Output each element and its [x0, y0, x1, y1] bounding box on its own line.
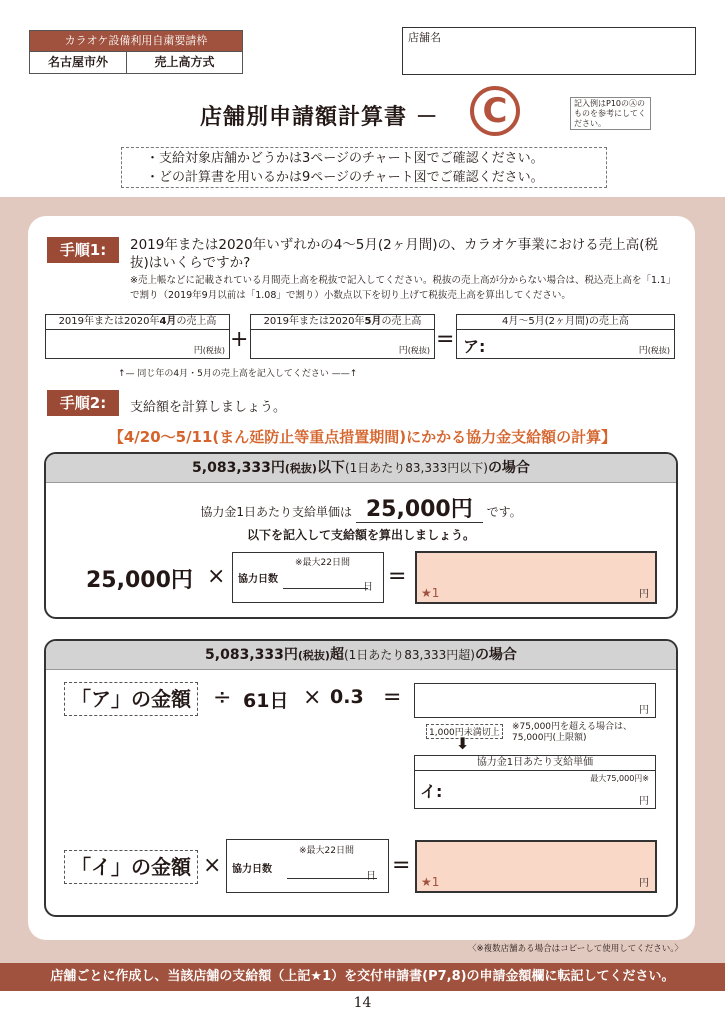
panel1-header	[46, 454, 676, 483]
unit-price-line	[46, 492, 676, 523]
subsidy-result-field[interactable]	[415, 551, 657, 604]
header-text: (税抜)	[284, 462, 317, 475]
header-text: 以下	[316, 460, 345, 476]
times-sign: ×	[207, 564, 226, 589]
area-cell: 名古屋市外	[29, 51, 127, 74]
header-text: (1日あたり83,333円以下)	[344, 461, 488, 475]
i-label: イ:	[420, 782, 443, 801]
header-text: (1日あたり83,333円超)	[343, 648, 475, 662]
days-underline	[287, 878, 377, 879]
bullet-line: ・支給対象店舗かどうかは3ページのチャート図でご確認ください。	[146, 151, 544, 166]
header-text: 2019年または2020年	[263, 316, 365, 327]
header-text: の場合	[474, 647, 517, 663]
yen-unit: 円(税抜)	[638, 346, 670, 356]
yen-unit: 円	[639, 878, 649, 889]
unit-price-text: です。	[486, 505, 522, 519]
yen-unit: 円(税抜)	[398, 346, 430, 356]
example-reference-note: 記入例はP10のⒶのものを参考にしてください。	[570, 97, 651, 130]
may-sales-field[interactable]	[250, 314, 435, 359]
days-61: 61日	[243, 690, 289, 712]
days-label: 協力日数	[238, 574, 278, 585]
max-days-note: ※最大22日間	[295, 558, 350, 568]
equals-sign: =	[388, 564, 407, 589]
yen-unit: 円(税抜)	[193, 346, 225, 356]
daily-calc-field[interactable]	[414, 683, 656, 718]
page-number: 14	[353, 995, 372, 1011]
page-title: 店舗別申請額計算書 －	[200, 105, 439, 130]
max-unit-note: 最大75,000円※	[590, 774, 649, 783]
subsidy-result-field-2[interactable]	[415, 840, 657, 893]
total-sales-field[interactable]	[456, 314, 675, 359]
instruction-bullets	[121, 147, 607, 188]
times-sign: ×	[203, 853, 222, 878]
step1-note: ※売上帳などに記載されている月間売上高を税抜で記入してください。税抜の売上高が分からない場合は、税込売上高を「1.1」で割り（2019年9月以前は「1.08」で割り）小数点以下を切り上げて税抜売上高を算出してください。	[130, 275, 671, 301]
calculation-heading: 【4/20～5/11(まん延防止等重点措置期間)にかかる協力金支給額の計算】	[108, 428, 617, 446]
header-text: の売上高	[381, 316, 422, 327]
copy-note: 〈※複数店舗ある場合はコピーして使用してください。〉	[467, 944, 683, 954]
april-sales-header	[46, 315, 229, 330]
a-amount-label: 「ア」の金額	[64, 682, 198, 716]
i-amount-label: 「イ」の金額	[64, 850, 198, 884]
days-label: 協力日数	[232, 864, 272, 875]
unit-amount: 25,000円	[86, 568, 193, 593]
arrow-down-icon: ⬇	[456, 734, 470, 753]
unit-price-head: 協力金1日あたり支給単価	[415, 756, 655, 771]
program-tag: カラオケ設備利用自粛要請枠	[29, 30, 243, 52]
panel2-header	[46, 641, 676, 670]
max-days-note: ※最大22日間	[299, 846, 354, 856]
cooperation-days-field-2[interactable]	[226, 839, 389, 893]
header-text: (税抜)	[297, 649, 330, 662]
step1-question: 2019年または2020年いずれかの4～5月(2ヶ月間)の、カラオケ事業における売上高(税抜)はいくらですか?	[130, 237, 658, 271]
day-unit: 日	[366, 871, 376, 882]
cap-note: ※75,000円を超える場合は、75,000円(上限額)	[512, 722, 633, 743]
total-sales-header: 4月～5月(2ヶ月間)の売上高	[457, 315, 674, 330]
plus-sign: +	[230, 327, 249, 352]
unit-price-i-field[interactable]	[414, 755, 656, 809]
equals-sign: =	[436, 327, 455, 352]
star1-label: ★1	[421, 586, 440, 600]
month-text: 4月	[159, 316, 177, 327]
round-up-note: 1,000円未満切上	[426, 724, 503, 739]
factor: 0.3	[330, 686, 364, 708]
may-sales-header	[251, 315, 434, 330]
header-text: 5,083,333円	[192, 460, 285, 476]
unit-price-text: 協力金1日あたり支給単価は	[200, 505, 353, 519]
form-c-badge: C	[470, 86, 520, 136]
arrow-up-icon: ——↑	[331, 369, 358, 379]
unit-price-amount: 25,000円	[356, 497, 483, 523]
same-year-note-text: 同じ年の4月・5月の売上高を記入してください	[137, 369, 329, 379]
times-sign: ×	[303, 685, 322, 710]
yen-unit: 円	[639, 705, 649, 716]
yen-unit: 円	[639, 589, 649, 600]
header-text: 超	[329, 647, 344, 663]
step2-text: 支給額を計算しましょう。	[130, 400, 287, 415]
day-unit: 日	[363, 582, 373, 593]
same-year-note	[118, 366, 357, 379]
bullet-line: ・どの計算書を用いるかは9ページのチャート図でご確認ください。	[146, 170, 544, 185]
cooperation-days-field[interactable]	[232, 552, 384, 603]
footer-instruction: 店舗ごとに作成し、当該店舗の支給額（上記★1）を交付申請書(P7,8)の申請金額欄に転記してください。	[0, 963, 725, 991]
step1-label: 手順1:	[47, 237, 119, 263]
equals-sign: =	[392, 853, 411, 878]
header-text: の売上高	[176, 316, 217, 327]
step2-label: 手順2:	[47, 390, 119, 416]
arrow-up-icon: ↑—	[118, 369, 135, 379]
star1-label: ★1	[421, 875, 440, 889]
store-name-field[interactable]	[402, 27, 696, 75]
header-text: の場合	[487, 460, 530, 476]
header-text: 2019年または2020年	[58, 316, 160, 327]
store-name-label: 店舗名	[408, 31, 441, 44]
instruction-text: 以下を記入して支給額を算出しましょう。	[246, 528, 475, 542]
a-label: ア:	[463, 337, 486, 356]
days-underline	[283, 588, 368, 589]
april-sales-field[interactable]	[45, 314, 230, 359]
yen-unit: 円	[639, 796, 649, 807]
method-cell: 売上高方式	[126, 51, 243, 74]
divide-sign: ÷	[213, 685, 232, 710]
header-text: 5,083,333円	[205, 647, 298, 663]
equals-sign: =	[383, 685, 402, 710]
month-text: 5月	[364, 316, 382, 327]
